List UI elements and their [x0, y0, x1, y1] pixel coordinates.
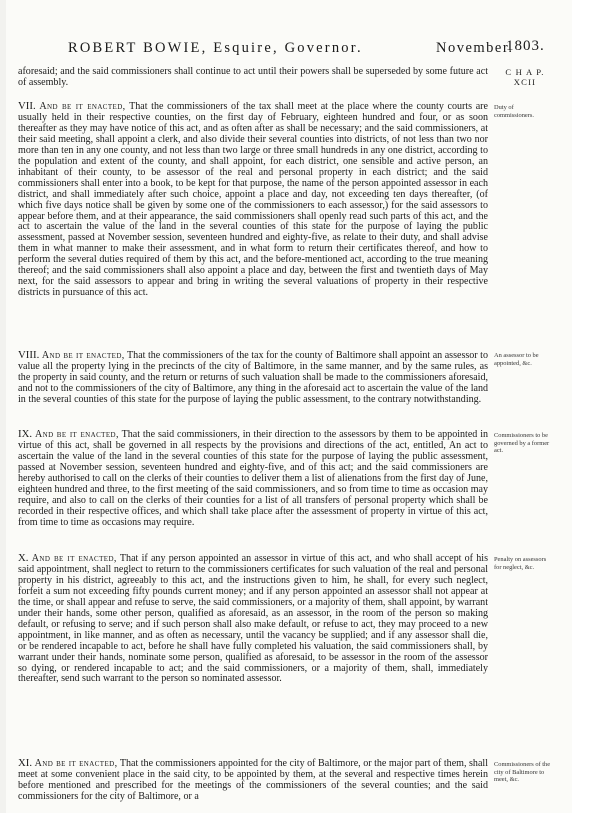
header-title: ROBERT BOWIE, Esquire, Governor. — [68, 40, 363, 56]
intro-text: aforesaid; and the said commissioners shall continue to act until their powers shall be superseded by some future act of assembly. — [18, 66, 488, 88]
chapter-label: C H A P. — [505, 67, 545, 77]
section-viii — [18, 350, 488, 406]
enacting-clause: And be it enacted, — [31, 553, 117, 564]
margin-note-xi: Commissioners of the city of Baltimore to meet, &c. — [494, 761, 551, 784]
section-vii — [18, 101, 488, 299]
margin-note-vii: Duty of commissioners. — [494, 104, 534, 119]
section-number: XI. — [18, 757, 33, 769]
intro-paragraph — [18, 67, 488, 89]
section-number: VIII. — [18, 349, 40, 361]
running-header — [60, 40, 560, 60]
chapter-marker — [505, 68, 545, 87]
margin-note-x: Penalty on assessors for neglect, &c. — [494, 556, 547, 571]
section-text: That the commissioners appointed for the city of Baltimore, or the major part of them, shall meet at some convenient place in the said city, to be appointed by them, at the several and respective times herein before mentioned and prescribed for the meetings of the commissioners of the several counties; and the said commissioners for the city of Baltimore, or a — [18, 758, 488, 802]
section-text: That the commissioners of the tax shall meet at the place where the county courts are usually held in their respective counties, on the first day of February, eighteen hundred and four, or as soon thereafter as they may have notice of this act, and as often after as shall be necessary; and the said commissioners, at their said meeting, shall appoint a clerk, and also divide their several counties into districts, of not less than two nor more than ten in any one county, and not less than two large or three small hundreds in any one district, according to the population and extent of the county, and shall appoint, for each district, one sensible and active person, an inhabitant of their county, to be assessor of the real and personal property in each district; and the said commissioners shall enter into a book, to be kept for that purpose, the name of the person appointed assessor in each district, and shall immediately after such choice, appoint a place and day, not exceeding ten days thereafter, (of which five days notice shall be given by some one of the commissioners to each assessor,) for the said assessors to appear before them, and at their appearance, the said commissioners shall openly read such parts of this act, and the act to ascertain the value of the land in the several counties of this state for the purpose of laying the public assessment, passed at November session, seventeen hundred and eighty-five, as relate to their duty, and shall advise them in what manner to make their assessment, and in what form to return their certificates thereof, and how to perform the several duties required of them by this act, and the before-mentioned act, according to the true meaning thereof; and the said commissioners shall also appoint a place and day, between the first and twentieth days of May next, for the said assessors to appear and bring in writing the several valuations of property in their respective districts in pursuance of this act. — [18, 101, 488, 299]
section-ix — [18, 429, 488, 529]
section-xi — [18, 758, 488, 803]
section-text: That the commissioners of the tax for the county of Baltimore shall appoint an assessor to value all the property lying in the precincts of the city of Baltimore, in the same manner, and by the same rules, as the property in said county, and the return or returns of such valuation shall be made to the commissioners aforesaid, and not to the commissioners of the city of Baltimore, any thing in the aforesaid act to ascertain the value of the land in the several counties of this state for the purpose of laying the public assessment, to the contrary notwithstanding. — [18, 350, 488, 405]
section-number: X. — [18, 552, 29, 564]
section-text: That the said commissioners, in their direction to the assessors by them to be appointed in virtue of this act, shall be governed in all respects by the provisions and directions of the act, entitled, An act to ascertain the value of the land in the several counties of this state for the purpose of laying the public assessment, passed at November session, seventeen hundred and eighty-five, and of this act; and the said commissioners are hereby authorised to call on the clerks of their counties to deliver them a list of alienations from the first day of June, eighteen hundred and three, to the first meeting of the said commissioners, and so from time to time as occasion may require, and also to call on the clerks of their counties for a list of all transfers of personal property which shall be recorded in their respective offices, and which shall take place after the assessment of property in virtue of this act, from time to time as occasions may require. — [18, 429, 489, 528]
header-month: November. — [436, 40, 514, 56]
enacting-clause: And be it enacted, — [34, 429, 119, 440]
section-number: IX. — [18, 428, 33, 440]
section-x — [18, 553, 488, 685]
section-number: VII. — [18, 100, 36, 112]
enacting-clause: And be it enacted, — [39, 101, 126, 112]
margin-note-ix: Commissioners to be governed by a former act. — [494, 432, 550, 455]
margin-note-viii: An assessor to be appointed, &c. — [494, 352, 539, 367]
chapter-number: XCII — [513, 76, 537, 87]
enacting-clause: And be it enacted, — [34, 758, 118, 769]
section-text: That if any person appointed an assessor in virtue of this act, and who shall accept of his said appointment, shall neglect to return to the commissioners certificates for such valuation of the real and personal property in his district, agreeably to this act, and the instructions given to him, he shall, for every such neglect, forfeit a sum not exceeding fifty pounds current money; and if any person appointed an assessor shall not appear at the time, or shall appear and refuse to serve, the said commissioners, or a majority of them, shall appoint, by warrant under their hands, some other person, qualified as aforesaid, as an assessor, in the room of the person so making default, or refusing to serve; and if such person shall also make default, or refuse to act, they may proceed to a new appointment, in like manner, and as often as necessary, until the vacancy be supplied; and if any assessor shall die, or be rendered incapable to act, before he shall have fully completed his valuation, the said commissioners shall, by warrant under their hands, nominate some person, qualified as aforesaid, to be assessor in the room of the assessor so dying, or rendered incapable to act; and the said commissioners, or a majority of them, shall, immediately thereafter, send such warrant to the person so nominated assessor. — [18, 553, 489, 685]
page-edge-left — [0, 0, 6, 813]
header-year: 1803. — [506, 38, 545, 54]
page-edge-right — [572, 0, 600, 813]
enacting-clause: And be it enacted, — [41, 350, 125, 361]
